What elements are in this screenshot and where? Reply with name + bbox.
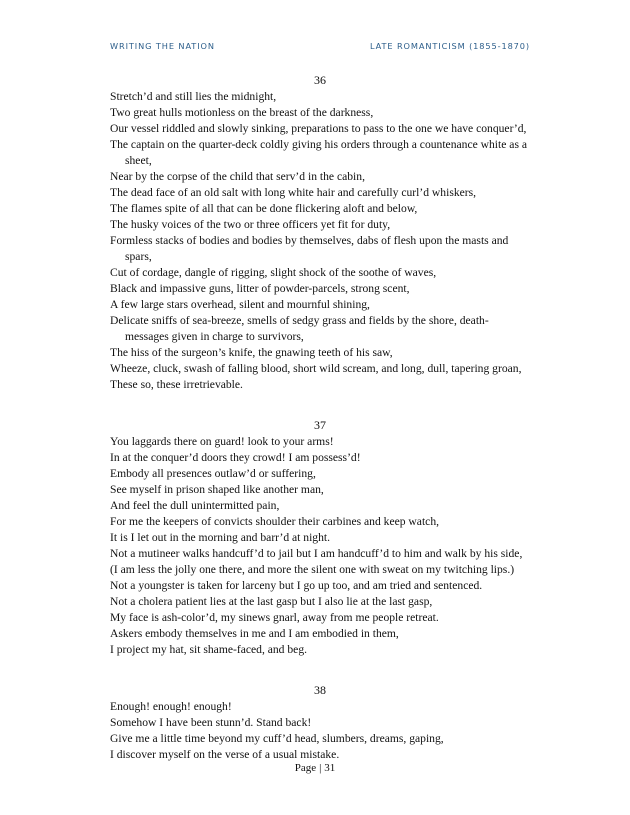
section-gap — [110, 658, 530, 682]
poem-body — [110, 72, 530, 763]
verse-lines — [110, 89, 530, 393]
verse-line: The captain on the quarter-deck coldly giving his orders through a countenance white as a sheet, — [110, 138, 527, 167]
verse-line: The husky voices of the two or three officers yet fit for duty, — [110, 218, 391, 231]
verse-line: Enough! enough! enough! — [110, 700, 232, 713]
section-number: 37 — [314, 418, 326, 432]
header-chapter-title: LATE ROMANTICISM (1855-1870) — [369, 41, 530, 51]
verse-line: (I am less the jolly one there, and more the silent one with sweat on my twitching lips.) — [110, 563, 515, 576]
verse-line: It is I let out in the morning and barr’d at night. — [110, 531, 331, 544]
verse-line: These so, these irretrievable. — [110, 378, 243, 391]
verse-line: See myself in prison shaped like another man, — [110, 483, 324, 496]
poem-section-36 — [110, 72, 530, 393]
verse-line: You laggards there on guard! look to your arms! — [110, 435, 334, 448]
section-gap — [110, 393, 530, 417]
verse-line: The flames spite of all that can be done flickering aloft and below, — [110, 202, 418, 215]
page-label: Page — [294, 762, 317, 774]
verse-line: Delicate sniffs of sea-breeze, smells of sedgy grass and fields by the shore, death-messages given in charge to survivors, — [110, 314, 489, 343]
verse-line: The hiss of the surgeon’s knife, the gnawing teeth of his saw, — [110, 346, 393, 359]
verse-line: Stretch’d and still lies the midnight, — [110, 90, 277, 103]
verse-line: Embody all presences outlaw’d or suffering, — [110, 467, 316, 480]
verse-line: Somehow I have been stunn’d. Stand back! — [110, 716, 312, 729]
verse-line: Formless stacks of bodies and bodies by themselves, dabs of flesh upon the masts and spars, — [110, 234, 509, 263]
verse-line: Cut of cordage, dangle of rigging, slight shock of the soothe of waves, — [110, 266, 437, 279]
section-number: 38 — [314, 683, 326, 697]
verse-line: Black and impassive guns, litter of powder-parcels, strong scent, — [110, 282, 410, 295]
verse-line: Askers embody themselves in me and I am embodied in them, — [110, 627, 399, 640]
verse-line: I project my hat, sit shame-faced, and beg. — [110, 643, 308, 656]
verse-lines — [110, 699, 530, 763]
verse-lines — [110, 434, 530, 658]
verse-line: Not a youngster is taken for larceny but I go up too, and am tried and sentenced. — [110, 579, 483, 592]
verse-line: I discover myself on the verse of a usual mistake. — [110, 748, 340, 761]
verse-line: My face is ash-color’d, my sinews gnarl, away from me people retreat. — [110, 611, 439, 624]
page-number: 31 — [324, 762, 336, 774]
verse-line: In at the conquer’d doors they crowd! I am possess’d! — [110, 451, 361, 464]
page-footer — [0, 762, 630, 774]
poem-section-38 — [110, 682, 530, 763]
verse-line: The dead face of an old salt with long white hair and carefully curl’d whiskers, — [110, 186, 477, 199]
verse-line: Give me a little time beyond my cuff’d head, slumbers, dreams, gaping, — [110, 732, 444, 745]
verse-line: For me the keepers of convicts shoulder their carbines and keep watch, — [110, 515, 440, 528]
verse-line: Wheeze, cluck, swash of falling blood, short wild scream, and long, dull, tapering groan, — [110, 362, 522, 375]
verse-line: Two great hulls motionless on the breast of the darkness, — [110, 106, 374, 119]
running-header — [110, 41, 530, 55]
verse-line: Near by the corpse of the child that serv’d in the cabin, — [110, 170, 365, 183]
verse-line: Not a mutineer walks handcuff’d to jail but I am handcuff’d to him and walk by his side, — [110, 547, 523, 560]
verse-line: Our vessel riddled and slowly sinking, preparations to pass to the one we have conquer’d, — [110, 122, 527, 135]
verse-line: A few large stars overhead, silent and mournful shining, — [110, 298, 370, 311]
section-number: 36 — [314, 73, 326, 87]
page-separator: | — [319, 762, 322, 774]
verse-line: Not a cholera patient lies at the last gasp but I also lie at the last gasp, — [110, 595, 433, 608]
verse-line: And feel the dull unintermitted pain, — [110, 499, 280, 512]
header-book-title: WRITING THE NATION — [110, 41, 215, 51]
poem-section-37 — [110, 417, 530, 658]
